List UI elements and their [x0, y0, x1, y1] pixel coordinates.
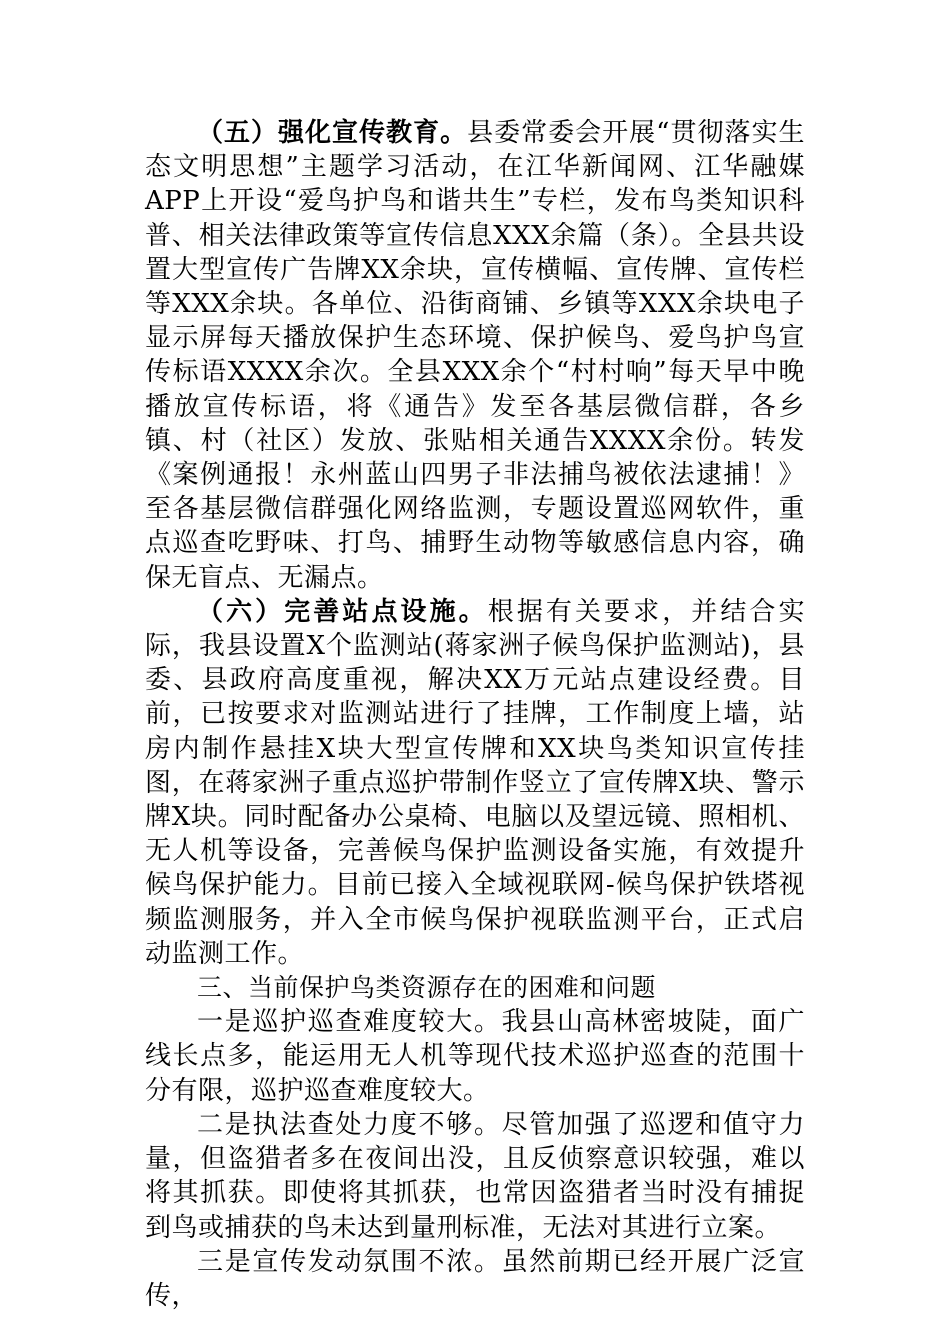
section-6-paragraph [145, 595, 805, 971]
problem-1-paragraph: 一是巡护巡查难度较大。我县山高林密坡陡，面广线长点多，能运用无人机等现代技术巡护巡查的范围十分有限，巡护巡查难度较大。 [145, 1007, 805, 1106]
section-5-heading: （五）强化宣传教育。 [197, 118, 468, 148]
problem-2-paragraph: 二是执法查处力度不够。尽管加强了巡逻和值守力量，但盗猎者多在夜间出没，且反侦察意识较强，难以将其抓获。即使将其抓获，也常因盗猎者当时没有捕捉到鸟或捕获的鸟未达到量刑标准，无法对其进行立案。 [145, 1109, 805, 1243]
section-6-body: 根据有关要求，并结合实际，我县设置X个监测站(蒋家洲子候鸟保护监测站)，县委、县政府高度重视，解决XX万元站点建设经费。目前，已按要求对监测站进行了挂牌，工作制度上墙，站房内制作悬挂X块大型宣传牌和XX块鸟类知识宣传挂图，在蒋家洲子重点巡护带制作竖立了宣传牌X块、警示牌X块。同时配备办公桌椅、电脑以及望远镜、照相机、无人机等设备，完善候鸟保护监测设备实施，有效提升候鸟保护能力。目前已接入全域视联网-候鸟保护铁塔视频监测服务，并入全市候鸟保护视联监测平台，正式启动监测工作。 [145, 596, 805, 969]
document-page [145, 116, 805, 1313]
section-5-paragraph [145, 116, 805, 595]
problem-3-paragraph: 三是宣传发动氛围不浓。虽然前期已经开展广泛宣传， [145, 1246, 805, 1311]
section-6-heading: （六）完善站点设施。 [197, 596, 488, 627]
chapter-3-heading: 三、当前保护鸟类资源存在的困难和问题 [197, 973, 657, 1003]
section-5-body: 县委常委会开展“贯彻落实生态文明思想”主题学习活动，在江华新闻网、江华融媒APP上开设“爱鸟护鸟和谐共生”专栏，发布鸟类知识科普、相关法律政策等宣传信息XXX余篇（条）。全县共设置大型宣传广告牌XX余块，宣传横幅、宣传牌、宣传栏等XXX余块。各单位、沿街商铺、乡镇等XXX余块电子显示屏每天播放保护生态环境、保护候鸟、爱鸟护鸟宣传标语XXXX余次。全县XXX余个“村村响”每天早中晚播放宣传标语，将《通告》发至各基层微信群，各乡镇、村（社区）发放、张贴相关通告XXXX余份。转发《案例通报！永州蓝山四男子非法捕鸟被依法逮捕！》至各基层微信群强化网络监测，专题设置巡网软件，重点巡查吃野味、打鸟、捕野生动物等敏感信息内容，确保无盲点、无漏点。 [145, 118, 805, 593]
